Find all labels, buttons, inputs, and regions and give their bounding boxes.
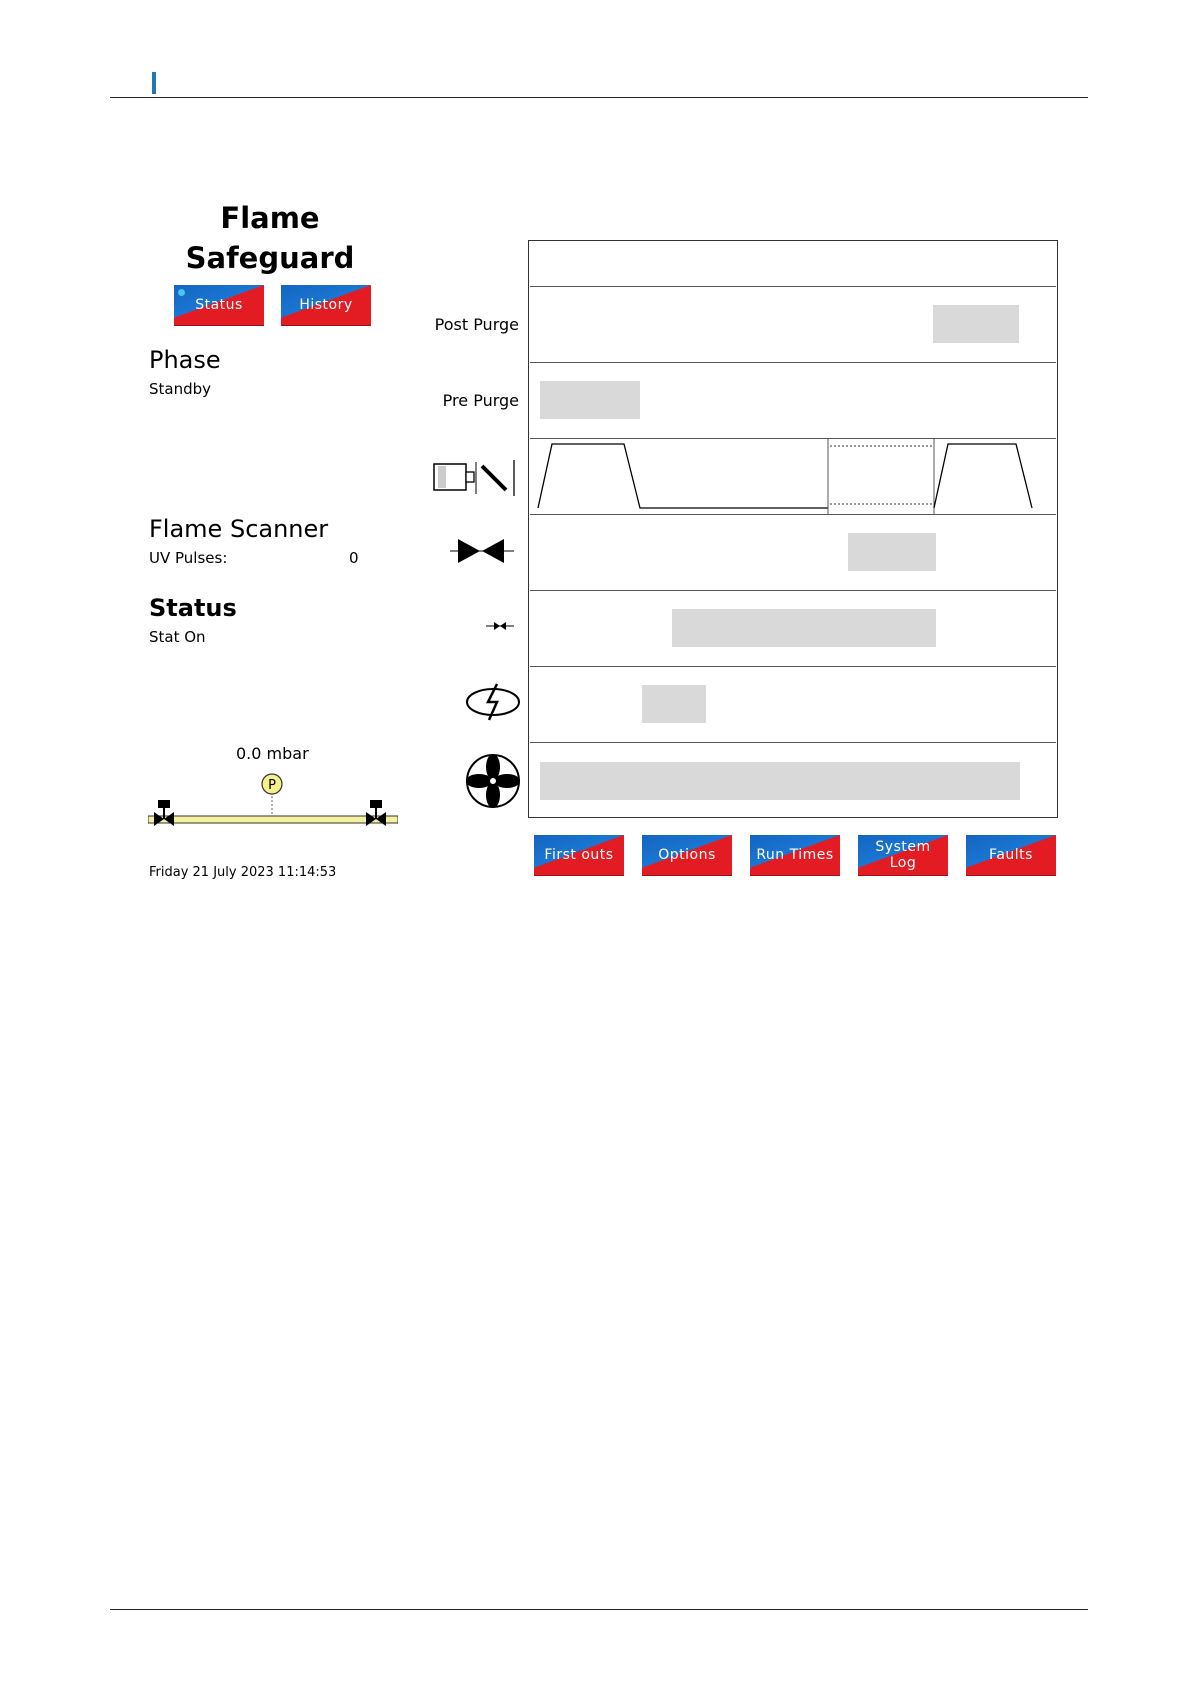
screen-title-line2: Safeguard <box>185 241 355 275</box>
row-label-pre-purge: Pre Purge <box>442 391 519 410</box>
sequence-row-pre-purge <box>530 362 1056 438</box>
post-purge-bar <box>933 305 1019 343</box>
sequence-row-main-valve <box>530 514 1056 590</box>
screen-title-line1: Flame <box>220 201 320 235</box>
sequence-row-post-purge <box>530 286 1056 362</box>
first-outs-label: First outs <box>544 847 614 863</box>
damper-position-trace <box>530 438 1056 514</box>
sequence-row-damper <box>530 438 1056 514</box>
gas-pressure-value: 0.0 mbar <box>236 744 309 763</box>
phase-heading: Phase <box>149 346 221 374</box>
sequence-row-fan <box>530 742 1056 816</box>
tab-status[interactable] <box>174 285 264 325</box>
first-outs-button[interactable] <box>534 835 624 875</box>
ignition-bar <box>642 685 706 723</box>
fan-bar <box>540 762 1020 800</box>
gas-train-diagram <box>148 770 398 830</box>
sensor-p-icon <box>262 774 282 794</box>
uv-pulses-label: UV Pulses: <box>149 549 228 567</box>
pilot-valve-icon <box>486 618 514 634</box>
sequence-row-pilot-valve <box>530 590 1056 666</box>
header-rule <box>110 97 1088 98</box>
pilot-valve-bar <box>672 609 936 647</box>
date-time: Friday 21 July 2023 11:14:53 <box>149 865 337 880</box>
tab-status-label: Status <box>195 297 243 313</box>
system-log-button[interactable] <box>858 835 948 875</box>
screen-title <box>150 198 390 278</box>
options-button[interactable] <box>642 835 732 875</box>
row-label-post-purge: Post Purge <box>434 315 519 334</box>
run-times-label: Run Times <box>756 847 834 863</box>
main-gas-valve-icon <box>450 535 514 567</box>
faults-button[interactable] <box>966 835 1056 875</box>
fan-icon <box>464 752 522 810</box>
uv-pulses-value: 0 <box>349 549 359 567</box>
phase-value: Standby <box>149 380 212 398</box>
footer-rule <box>110 1609 1088 1610</box>
flame-scanner-heading: Flame Scanner <box>149 515 329 543</box>
run-times-button[interactable] <box>750 835 840 875</box>
tab-history-label: History <box>299 297 353 313</box>
ignition-spark-icon <box>464 680 522 724</box>
system-log-label: System Log <box>875 839 931 871</box>
header-accent-bar <box>152 72 156 94</box>
options-label: Options <box>658 847 716 863</box>
gas-pipe <box>148 816 398 823</box>
actuator-damper-icon <box>432 458 518 498</box>
main-valve-bar <box>848 533 936 571</box>
pre-purge-bar <box>540 381 640 419</box>
active-indicator-dot <box>178 289 185 296</box>
sensor-p-label: P <box>268 778 276 793</box>
sequence-row-ignition <box>530 666 1056 742</box>
status-value: Stat On <box>149 628 206 646</box>
status-heading: Status <box>149 594 237 622</box>
tab-history[interactable] <box>281 285 371 325</box>
faults-label: Faults <box>989 847 1033 863</box>
